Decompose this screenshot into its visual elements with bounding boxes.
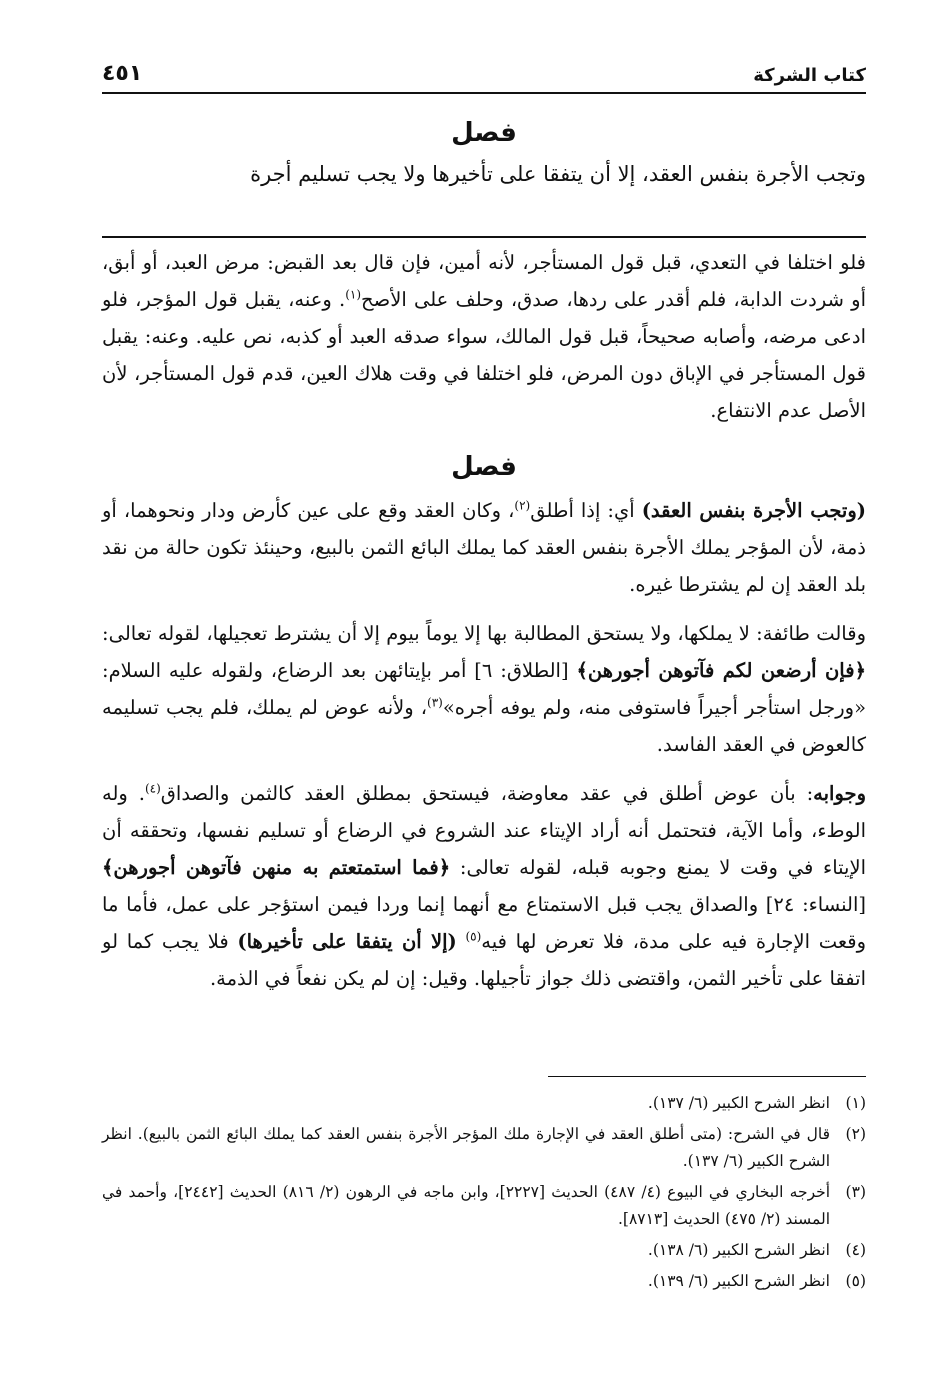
paragraph: [102, 615, 866, 763]
paragraph-text: ، ولأنه عوض لم يملك، فلم يجب تسليمه كالعوض في العقد الفاسد.: [102, 696, 866, 756]
footnote: [102, 1179, 866, 1233]
footnotes-list: [102, 1090, 866, 1299]
book-title: كتاب الشركة: [753, 65, 866, 86]
footnote-text: انظر الشرح الكبير (٦/ ١٣٩).: [647, 1272, 830, 1290]
matn-block: [102, 118, 866, 194]
footnote-number: (٥): [845, 1272, 866, 1290]
footnote-number: (٤): [845, 1241, 866, 1259]
footnote-text: انظر الشرح الكبير (٦/ ١٣٧).: [647, 1094, 830, 1112]
paragraph: [102, 775, 866, 997]
paragraph-text: [النساء: ٢٤] والصداق يجب قبل الاستمتاع مع أنهما إنما وردا فيمن استؤجر على عمل، فأما ما وقعت الإجارة فيه على مدة، فلا تعرض لها فيه: [102, 893, 866, 953]
paragraph-text: فلا يجب كما لو اتفقا على تأخير الثمن، واقتضى ذلك جواز تأجيلها. وقيل: إن لم يكن نفعاً في الذمة.: [102, 930, 866, 990]
footnote-ref[interactable]: (٤): [144, 781, 161, 796]
section-heading: فصل: [451, 452, 517, 482]
footnote-text: قال في الشرح: (متى أطلق العقد في الإجارة ملك المؤجر الأجرة بنفس العقد كما يملك البائع الثمن بالبيع). انظر الشرح الكبير (٦/ ١٣٧).: [102, 1125, 830, 1170]
bold-term: وجوابه: [813, 782, 866, 805]
footnote: [102, 1268, 866, 1295]
paragraph-text: وقالت طائفة: لا يملكها، ولا يستحق المطالبة بها إلا يوماً بيوم إلا أن يشترط تعجيلها، لقوله تعالى:: [102, 622, 866, 645]
footnote-ref[interactable]: (٣): [427, 695, 443, 710]
paragraph-text: أي: إذا أطلق: [530, 499, 642, 522]
paragraph-text: . وله الوطء، وأما الآية، فتحتمل أنه أراد الإيتاء عند الشروع في الرضاع أو تسليم نفسها، وتحققه أن الإيتاء في وقت لا يمنع وجوبه قبله، لقوله تعالى:: [102, 782, 866, 879]
paragraph-text: فلو اختلفا في التعدي، قبل قول المستأجر، لأنه أمين، فإن قال بعد القبض: مرض العبد، أو أبق، أو شردت الدابة، فلم أقدر على ردها، صدق، وحلف على الأصح: [102, 251, 866, 311]
paragraph-text: ، وكان العقد وقع على عين كأرض ودار ونحوهما، أو ذمة، لأن المؤجر يملك الأجرة بنفس العقد كما يملك البائع الثمن بالبيع، وحينئذ تكون حالة من نقد بلد العقد إن لم يشترطا غيره.: [102, 499, 866, 596]
footnote-ref[interactable]: (١): [345, 287, 362, 302]
quran-quote: ﴿فما استمتعتم به منهن فآتوهن أجورهن﴾: [102, 856, 451, 879]
matn-quote: (وتجب الأجرة بنفس العقد): [641, 499, 867, 522]
footnote: [102, 1237, 866, 1264]
paragraph: [102, 492, 866, 603]
footnote: [102, 1090, 866, 1117]
footnote-separator: [548, 1076, 866, 1077]
matn-separator: [102, 236, 866, 238]
footnote-text: أخرجه البخاري في البيوع (٤/ ٤٨٧) الحديث [٢٢٢٧]، وابن ماجه في الرهون (٢/ ٨١٦) الحديث [٢٤٤٢]، وأحمد في المسند (٢/ ٤٧٥) الحديث [٨٧١٣].: [102, 1183, 831, 1228]
commentary-section: [102, 452, 866, 1009]
footnote-text: انظر الشرح الكبير (٦/ ١٣٨).: [647, 1241, 830, 1259]
paragraph-text: : بأن عوض أطلق في عقد معاوضة، فيستحق بمطلق العقد كالثمن والصداق: [160, 782, 814, 805]
footnote-number: (٣): [845, 1183, 866, 1201]
footnote: [102, 1121, 866, 1175]
page-number: ٤٥١: [102, 61, 143, 86]
footnote-number: (١): [845, 1094, 866, 1112]
paragraph-text: [الطلاق: ٦] أمر بإيتائهن بعد الرضاع، ولقوله عليه السلام: «ورجل استأجر أجيراً فاستوفى منه، ولم يوفه أجره»: [102, 659, 866, 719]
section-heading: فصل: [451, 118, 517, 148]
quran-quote: ﴿فإن أرضعن لكم فآتوهن أجورهن﴾: [576, 659, 866, 682]
commentary-continuation: [102, 244, 866, 429]
footnote-ref[interactable]: (٢): [514, 498, 531, 513]
paragraph-text: . وعنه، يقبل قول المؤجر، فلو ادعى مرضه، وأصابه صحيحاً، قبل قول المالك، سواء صدقه العبد أو كذبه، نص عليه. وعنه: يقبل قول المستأجر في الإباق دون المرض، فلو اختلفا في وقت هلاك العين، قدم قول المستأجر، لأن الأصل عدم الانتفاع.: [102, 288, 866, 422]
running-header: [102, 50, 866, 94]
paragraph: [102, 244, 866, 429]
matn-text: وتجب الأجرة بنفس العقد، إلا أن يتفقا على تأخيرها ولا يجب تسليم أجرة: [250, 162, 866, 186]
matn-quote: (إلا أن يتفقا على تأخيرها): [237, 930, 457, 953]
footnote-number: (٢): [845, 1125, 866, 1143]
footnote-ref[interactable]: (٥): [465, 929, 482, 944]
